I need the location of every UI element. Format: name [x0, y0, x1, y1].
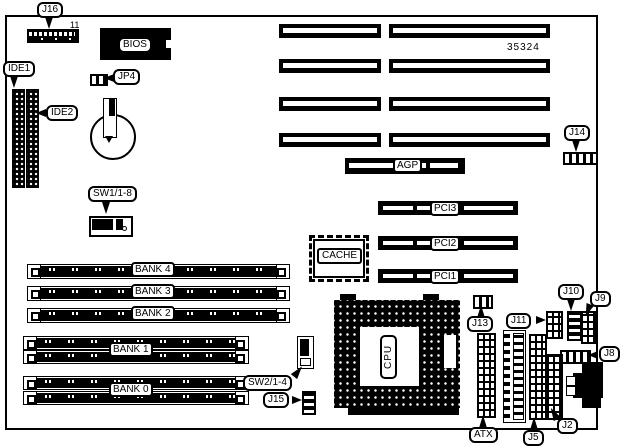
isa-slot	[389, 133, 550, 147]
keyboard-connector	[582, 362, 603, 373]
ide1-pointer	[10, 76, 18, 88]
label-sw2: SW2/1-4	[243, 375, 292, 391]
label-sw1: SW1/1-8	[88, 186, 137, 202]
isa-slot-stripe	[283, 28, 377, 33]
label-j8: J8	[599, 346, 620, 362]
pci2-label: PCI2	[430, 236, 460, 251]
bank-end-clip	[24, 392, 37, 404]
j16-connector	[27, 29, 79, 43]
power-header-cells	[513, 333, 524, 420]
keyboard-connector-pin	[566, 376, 576, 386]
isa-slot-stripe	[393, 137, 546, 142]
cpu-socket-base	[348, 408, 459, 415]
pci-stripe	[383, 241, 413, 245]
battery-clip-tip	[105, 136, 113, 143]
pci-stripe	[417, 241, 430, 245]
isa-slot	[389, 97, 550, 111]
bank-end-clip	[24, 377, 37, 389]
pci-stripe	[464, 274, 513, 278]
isa-slot	[389, 59, 550, 73]
agp-slot	[345, 158, 465, 174]
j15-pointer	[292, 396, 302, 404]
label-j10: J10	[558, 284, 584, 300]
ide1-connector	[12, 89, 25, 188]
label-j13: J13	[467, 316, 493, 332]
ide2-connector	[26, 89, 39, 188]
ide2-pointer	[36, 109, 46, 117]
isa-slot-stripe	[393, 28, 546, 33]
pci-stripe	[464, 241, 513, 245]
label-j9: J9	[590, 291, 611, 307]
j5-pointer	[530, 417, 538, 430]
j11-pointer	[536, 316, 546, 324]
j15-connector	[302, 391, 316, 415]
j16-pin-row	[29, 32, 75, 36]
pci-stripe	[417, 274, 430, 278]
keyboard-connector	[573, 373, 603, 398]
agp-label: AGP	[393, 158, 422, 173]
pci3-slot	[378, 201, 518, 215]
label-j15: J15	[263, 392, 289, 408]
sw2-body	[300, 339, 309, 356]
j10-connector	[567, 311, 582, 341]
isa-slot-stripe	[283, 63, 377, 68]
isa-slot-stripe	[283, 101, 377, 106]
bank-end-clip	[276, 309, 289, 322]
label-ide2: IDE2	[46, 105, 78, 121]
isa-slot	[279, 97, 381, 111]
pci-stripe	[383, 274, 413, 278]
j16-pin-row2	[29, 38, 75, 40]
label-j2: J2	[557, 418, 578, 434]
label-atx: ATX	[469, 427, 498, 443]
label-j5: J5	[523, 430, 544, 446]
cpu-lever-slot	[444, 335, 456, 368]
power-header	[503, 330, 526, 423]
cpu-label: CPU	[380, 335, 397, 379]
isa-slot-stripe	[283, 137, 377, 142]
part-number: 35324	[507, 42, 540, 53]
j10-pointer	[567, 299, 575, 311]
j5-connector	[529, 334, 547, 420]
keyboard-connector-pin	[566, 386, 576, 396]
sw1-dot	[122, 226, 127, 231]
bank-end-clip	[235, 337, 248, 349]
isa-slot	[279, 59, 381, 73]
bank1-label: BANK 1	[109, 342, 153, 357]
agp-stripe	[349, 163, 393, 168]
cache-label: CACHE	[317, 248, 362, 264]
atx-connector	[477, 333, 496, 418]
bank3-label: BANK 3	[131, 284, 175, 299]
pin11-text: 11	[70, 20, 80, 30]
bank2-label: BANK 2	[131, 306, 175, 321]
bank-end-clip	[24, 351, 37, 363]
pci-stripe	[417, 206, 430, 210]
bank-end-clip	[24, 337, 37, 349]
sw1-dip-switch	[89, 216, 133, 237]
isa-slot-stripe	[393, 101, 546, 106]
label-j11: J11	[506, 313, 531, 329]
j14-connector	[563, 152, 598, 165]
label-ide1: IDE1	[3, 61, 35, 77]
j14-pointer	[572, 140, 580, 152]
bank-end-clip	[276, 287, 289, 300]
bank-end-clip	[28, 309, 41, 322]
power-header-teeth	[504, 333, 510, 418]
pci-stripe	[383, 206, 413, 210]
battery-clip-cap	[109, 99, 115, 116]
pci3-label: PCI3	[430, 201, 460, 216]
bank-end-clip	[235, 392, 248, 404]
bank0-label: BANK 0	[109, 382, 153, 397]
isa-slot	[389, 24, 550, 38]
bank-end-clip	[235, 351, 248, 363]
label-j14: J14	[564, 125, 590, 141]
pci2-slot	[378, 236, 518, 250]
j11-connector	[546, 311, 563, 339]
bios-label: BIOS	[118, 37, 152, 53]
sw1-body	[92, 219, 113, 230]
bank-end-clip	[28, 287, 41, 300]
pci1-label: PCI1	[430, 269, 460, 284]
agp-stripe	[430, 163, 458, 168]
keyboard-connector	[582, 398, 601, 408]
isa-slot-stripe	[393, 63, 546, 68]
bank-end-clip	[276, 265, 289, 278]
isa-slot	[279, 24, 381, 38]
bios-chip-notch	[166, 40, 171, 48]
j8-pointer	[588, 351, 598, 359]
pci-stripe	[464, 206, 513, 210]
j16-pointer	[45, 17, 53, 29]
isa-slot	[279, 133, 381, 147]
sw2-lower	[300, 358, 311, 366]
sw1-pointer	[102, 202, 110, 214]
bank4-label: BANK 4	[131, 262, 175, 277]
label-jp4: JP4	[113, 69, 140, 85]
bank-end-clip	[28, 265, 41, 278]
pci1-slot	[378, 269, 518, 283]
label-j16: J16	[37, 2, 63, 18]
